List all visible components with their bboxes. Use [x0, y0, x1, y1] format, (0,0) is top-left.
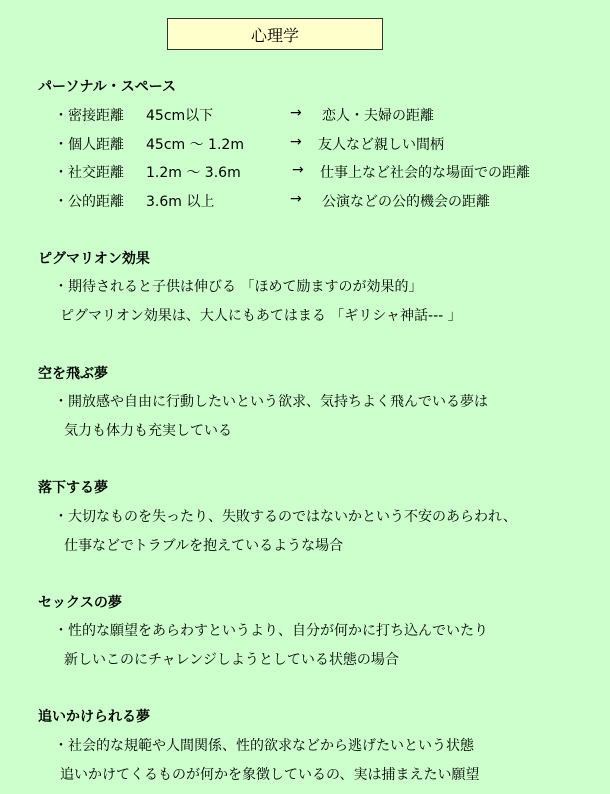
section-heading-falling-dream: 落下する夢 — [38, 480, 108, 496]
distance-description: 仕事上など社会的な場面での距離 — [320, 165, 530, 181]
distance-description: 友人など親しい間柄 — [318, 137, 444, 153]
personal-space-row — [54, 191, 574, 211]
arrow-icon: → — [290, 191, 302, 207]
distance-range: 3.6m 以上 — [146, 194, 215, 210]
personal-space-row — [54, 162, 574, 182]
distance-range: 45cm 〜 1.2m — [146, 137, 244, 153]
distance-description: 公演などの公的機会の距離 — [322, 194, 490, 210]
arrow-icon: → — [290, 134, 302, 150]
distance-name: ・密接距離 — [54, 108, 124, 124]
personal-space-row — [54, 105, 574, 125]
section-line: 気力も体力も充実している — [64, 423, 232, 439]
section-line: ・期待されると子供は伸びる 「ほめて励ますのが効果的」 — [54, 279, 423, 295]
arrow-icon: → — [292, 162, 304, 178]
distance-range: 1.2m 〜 3.6m — [146, 165, 241, 181]
section-line: 仕事などでトラブルを抱えているような場合 — [64, 538, 344, 554]
section-line: ピグマリオン効果は、大人にもあてはまる 「ギリシャ神話--- 」 — [60, 308, 462, 324]
distance-name: ・個人距離 — [54, 137, 124, 153]
distance-range: 45cm以下 — [146, 108, 214, 124]
section-heading-flying-dream: 空を飛ぶ夢 — [38, 366, 108, 382]
section-line: ・社会的な規範や人間関係、性的欲求などから逃げたいという状態 — [54, 738, 474, 754]
section-line: 新しいこのにチャレンジしようとしている状態の場合 — [64, 652, 399, 668]
page-title — [167, 18, 383, 50]
personal-space-row — [54, 134, 574, 154]
section-line: 追いかけてくるものが何かを象徴しているの、実は捕まえたい願望 — [60, 767, 480, 783]
section-line: ・開放感や自由に行動したいという欲求、気持ちよく飛んでいる夢は — [54, 394, 488, 410]
arrow-icon: → — [290, 105, 302, 121]
distance-name: ・社交距離 — [54, 165, 124, 181]
section-heading-pygmalion: ピグマリオン効果 — [38, 251, 150, 267]
distance-description: 恋人・夫婦の距離 — [322, 108, 434, 124]
section-line: ・性的な願望をあらわすというより、自分が何かに打ち込んでいたり — [54, 623, 488, 639]
distance-name: ・公的距離 — [54, 194, 124, 210]
section-heading-chased-dream: 追いかけられる夢 — [38, 709, 150, 725]
page-title-text: 心理学 — [250, 25, 299, 45]
section-heading-personal-space: パーソナル・スペース — [38, 79, 177, 95]
section-heading-sex-dream: セックスの夢 — [38, 595, 122, 611]
section-line: ・大切なものを失ったり、失敗するのではないかという不安のあらわれ、 — [54, 509, 517, 525]
